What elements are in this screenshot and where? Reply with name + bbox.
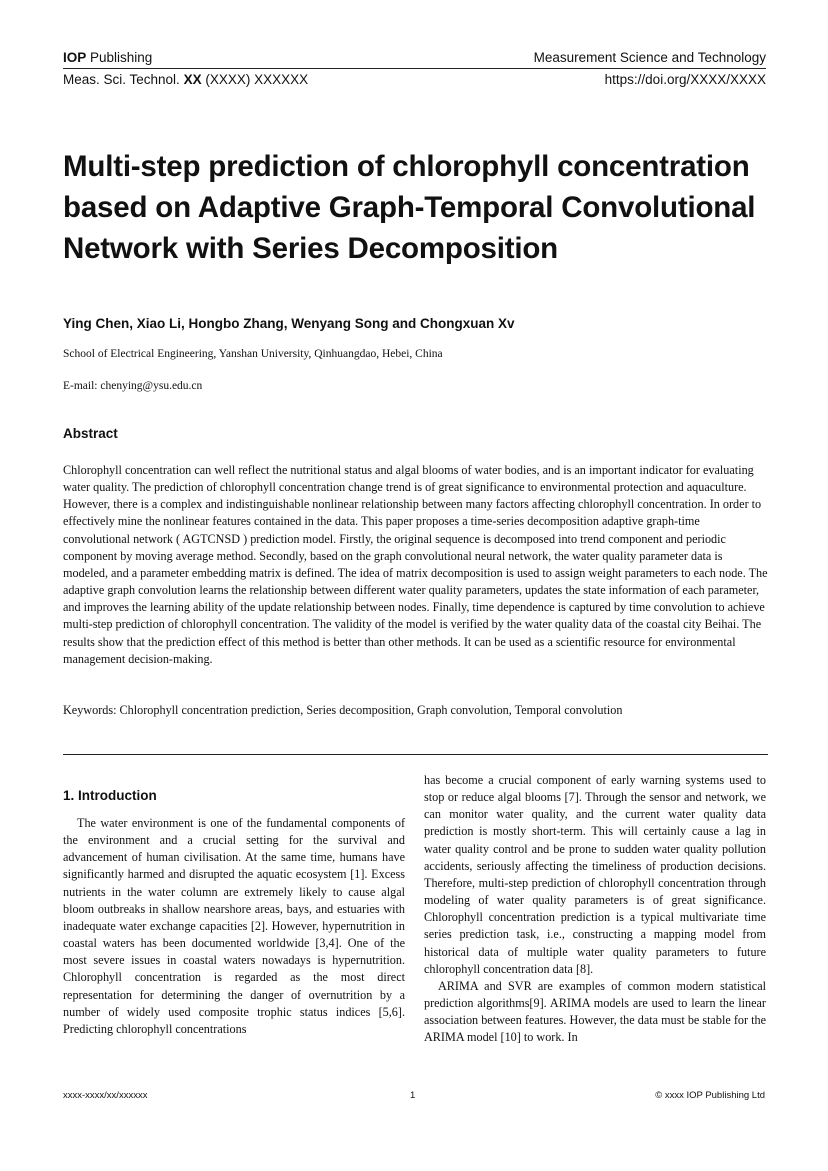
citation: Meas. Sci. Technol. XX (XXXX) XXXXXX [63,72,309,87]
running-header-bottom [63,72,766,87]
abstract-heading: Abstract [63,426,118,441]
doi-link[interactable]: https://doi.org/XXXX/XXXX [604,72,766,87]
paper-title: Multi-step prediction of chlorophyll concentration based on Adaptive Graph-Temporal Convolutional Network with Series Decomposition [63,150,756,265]
abstract-text: Chlorophyll concentration can well reflect the nutritional status and algal blooms of water bodies, and is an important indicator for evaluating water quality. The prediction of chlorophyll concentration change trend is of great significance to environmental protection and aquaculture. However, there is a complex and indistinguishable nonlinear relationship between many factors affecting chlorophyll concentration. In order to effectively mine the nonlinear features contained in the data. This paper proposes a time-series decomposition adaptive graph-time convolutional network ( AGTCNSD ) prediction model. Firstly, the original sequence is decomposed into trend component and periodic component by moving average method. Secondly, based on the graph convolutional neural network, the water quality parameter data is modeled, and a parameter embedding matrix is defined. The idea of matrix decomposition is used to assign weight parameters to each node. The adaptive graph convolution learns the relationship between different water quality parameters, updates the state information of each parameter, and improves the learning ability of the update relationship between nodes. Finally, time dependence is captured by time convolution to achieve multi-step prediction of chlorophyll concentration. The validity of the model is verified by the water quality data of the coastal city Beihai. The results show that the prediction effect of this method is better than other methods. It can be used as a scientific resource for environmental management decision-making. [63,463,768,666]
running-header-top [63,50,766,65]
author-list: Ying Chen, Xiao Li, Hongbo Zhang, Wenyang Song and Chongxuan Xv [63,316,515,331]
copyright: © xxxx IOP Publishing Ltd [655,1090,765,1101]
intro-paragraph-2: ARIMA and SVR are examples of common modern statistical prediction algorithms[9]. ARIMA models are used to learn the linear association between features. However, the data must be stable for the ARIMA model [10] to work. In [424,978,766,1045]
intro-column-right [424,772,766,1047]
publisher: IOP Publishing [63,50,153,65]
intro-paragraph-1: The water environment is one of the fundamental components of the environment and a crucial setting for the survival and advancement of human civilisation. At the same time, humans have significantly harmed and disrupted the aquatic ecosystem [1]. Excess nutrients in the water column are extremely likely to cause algal bloom outbreaks in shallow nearshore areas, bays, and estuaries with inadequate water exchange capacities [2]. However, hypernutrition in coastal waters has been documented worldwide [3,4]. One of the most severe issues in coastal waters nowadays is hypernutrition. Chlorophyll concentration is regarded as the most direct representation for determining the danger of overnutrition by a number of widely used composite trophic status indices [5,6]. Predicting chlorophyll concentrations [63,816,405,1036]
page-number: 1 [410,1090,416,1101]
journal-name: Measurement Science and Technology [533,50,766,65]
affiliation: School of Electrical Engineering, Yanshan University, Qinhuangdao, Hebei, China [63,348,443,360]
intro-column-left [63,815,405,1038]
keywords: Keywords: Chlorophyll concentration prediction, Series decomposition, Graph convolution, Temporal convolution [63,703,623,717]
email[interactable]: E-mail: chenying@ysu.edu.cn [63,380,203,392]
intro-paragraph-1-continued: has become a crucial component of early warning systems used to stop or reduce algal blooms [7]. Through the sensor and network, we can monitor water quality, and the current water quality data prediction is mostly short-term. This will certainly cause a lag in water quality control and be prone to sudden water quality pollution accidents, seriously affecting the timeliness of production decisions. Therefore, multi-step prediction of chlorophyll concentration through modeling of water quality parameters is of great significance. Chlorophyll concentration prediction is a typical multivariate time series prediction task, i.e., constructing a mapping model from historical data of multiple water quality parameters to future chlorophyll concentration data [8]. [424,773,766,976]
introduction-heading: 1. Introduction [63,788,157,803]
footer-code: xxxx-xxxx/xx/xxxxxx [63,1090,148,1101]
section-divider [63,754,768,755]
header-rule [63,68,766,69]
